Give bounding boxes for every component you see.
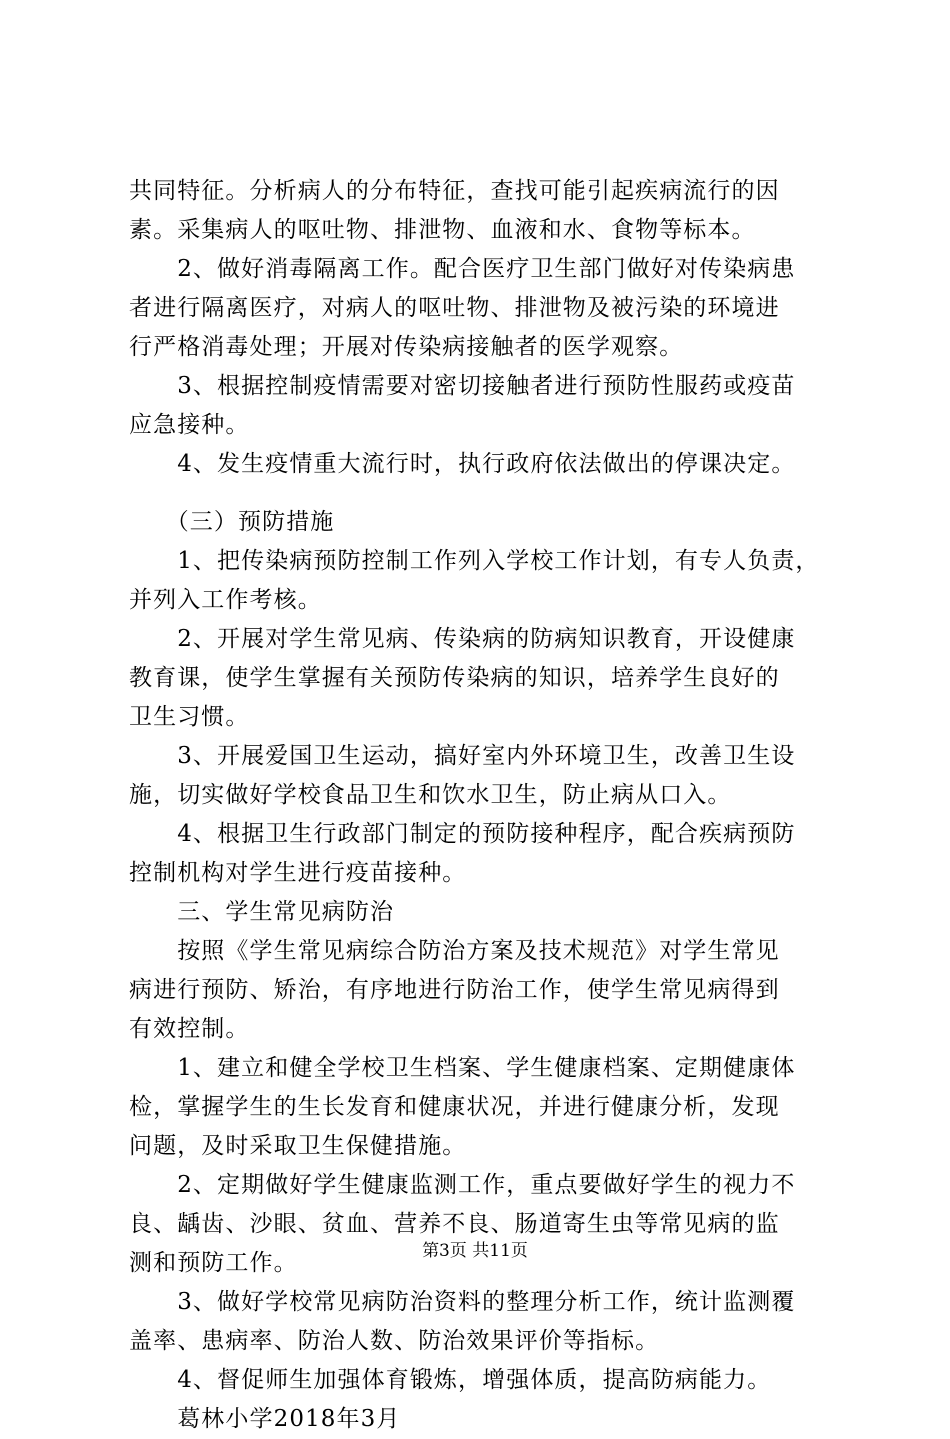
- text-line: 3、做好学校常见病防治资料的整理分析工作，统计监测覆: [129, 1289, 796, 1315]
- text-line: 1、把传染病预防控制工作列入学校工作计划，有专人负责，: [129, 548, 820, 574]
- text-line: 者进行隔离医疗，对病人的呕吐物、排泄物及被污染的环境进: [129, 295, 780, 321]
- page-number-label: 第3页 共11页: [422, 1241, 528, 1261]
- text-line: 2、做好消毒隔离工作。配合医疗卫生部门做好对传染病患: [129, 256, 796, 282]
- text-line: 1、建立和健全学校卫生档案、学生健康档案、定期健康体: [129, 1055, 796, 1081]
- text-line: 测和预防工作。: [129, 1250, 298, 1276]
- text-line: 控制机构对学生进行疫苗接种。: [129, 860, 467, 886]
- text-line: 2、开展对学生常见病、传染病的防病知识教育，开设健康: [129, 626, 796, 652]
- text-line: 素。采集病人的呕吐物、排泄物、血液和水、食物等标本。: [129, 217, 756, 243]
- text-line: 教育课，使学生掌握有关预防传染病的知识，培养学生良好的: [129, 665, 780, 691]
- text-line: 检，掌握学生的生长发育和健康状况，并进行健康分析，发现: [129, 1094, 780, 1120]
- text-line: 良、龋齿、沙眼、贫血、营养不良、肠道寄生虫等常见病的监: [129, 1211, 780, 1237]
- section-title: 三、学生常见病防治: [129, 899, 395, 925]
- text-line: 4、督促师生加强体育锻炼，增强体质，提高防病能力。: [129, 1367, 772, 1393]
- text-line: 并列入工作考核。: [129, 587, 322, 613]
- text-line: 有效控制。: [129, 1016, 250, 1042]
- page-footer: [0, 1240, 950, 1262]
- text-line: 按照《学生常见病综合防治方案及技术规范》对学生常见: [129, 938, 780, 964]
- text-line: 卫生习惯。: [129, 704, 250, 730]
- text-line: 施，切实做好学校食品卫生和饮水卫生，防止病从口入。: [129, 782, 732, 808]
- text-line: 应急接种。: [129, 412, 250, 438]
- text-line: 3、根据控制疫情需要对密切接触者进行预防性服药或疫苗: [129, 373, 796, 399]
- text-line: 3、开展爱国卫生运动，搞好室内外环境卫生，改善卫生设: [129, 743, 796, 769]
- text-line: 问题，及时采取卫生保健措施。: [129, 1133, 467, 1159]
- text-line: 4、发生疫情重大流行时，执行政府依法做出的停课决定。: [129, 451, 796, 477]
- signature-line: 葛林小学2018年3月: [129, 1406, 401, 1432]
- text-line: 共同特征。分析病人的分布特征，查找可能引起疾病流行的因: [129, 178, 780, 204]
- paragraph-gap: [129, 484, 829, 503]
- text-line: 病进行预防、矫治，有序地进行防治工作，使学生常见病得到: [129, 977, 780, 1003]
- text-line: 4、根据卫生行政部门制定的预防接种程序，配合疾病预防: [129, 821, 796, 847]
- text-line: 2、定期做好学生健康监测工作，重点要做好学生的视力不: [129, 1172, 796, 1198]
- text-line: 行严格消毒处理；开展对传染病接触者的医学观察。: [129, 334, 684, 360]
- section-heading: （三）预防措施: [129, 509, 335, 535]
- text-line: 盖率、患病率、防治人数、防治效果评价等指标。: [129, 1328, 660, 1354]
